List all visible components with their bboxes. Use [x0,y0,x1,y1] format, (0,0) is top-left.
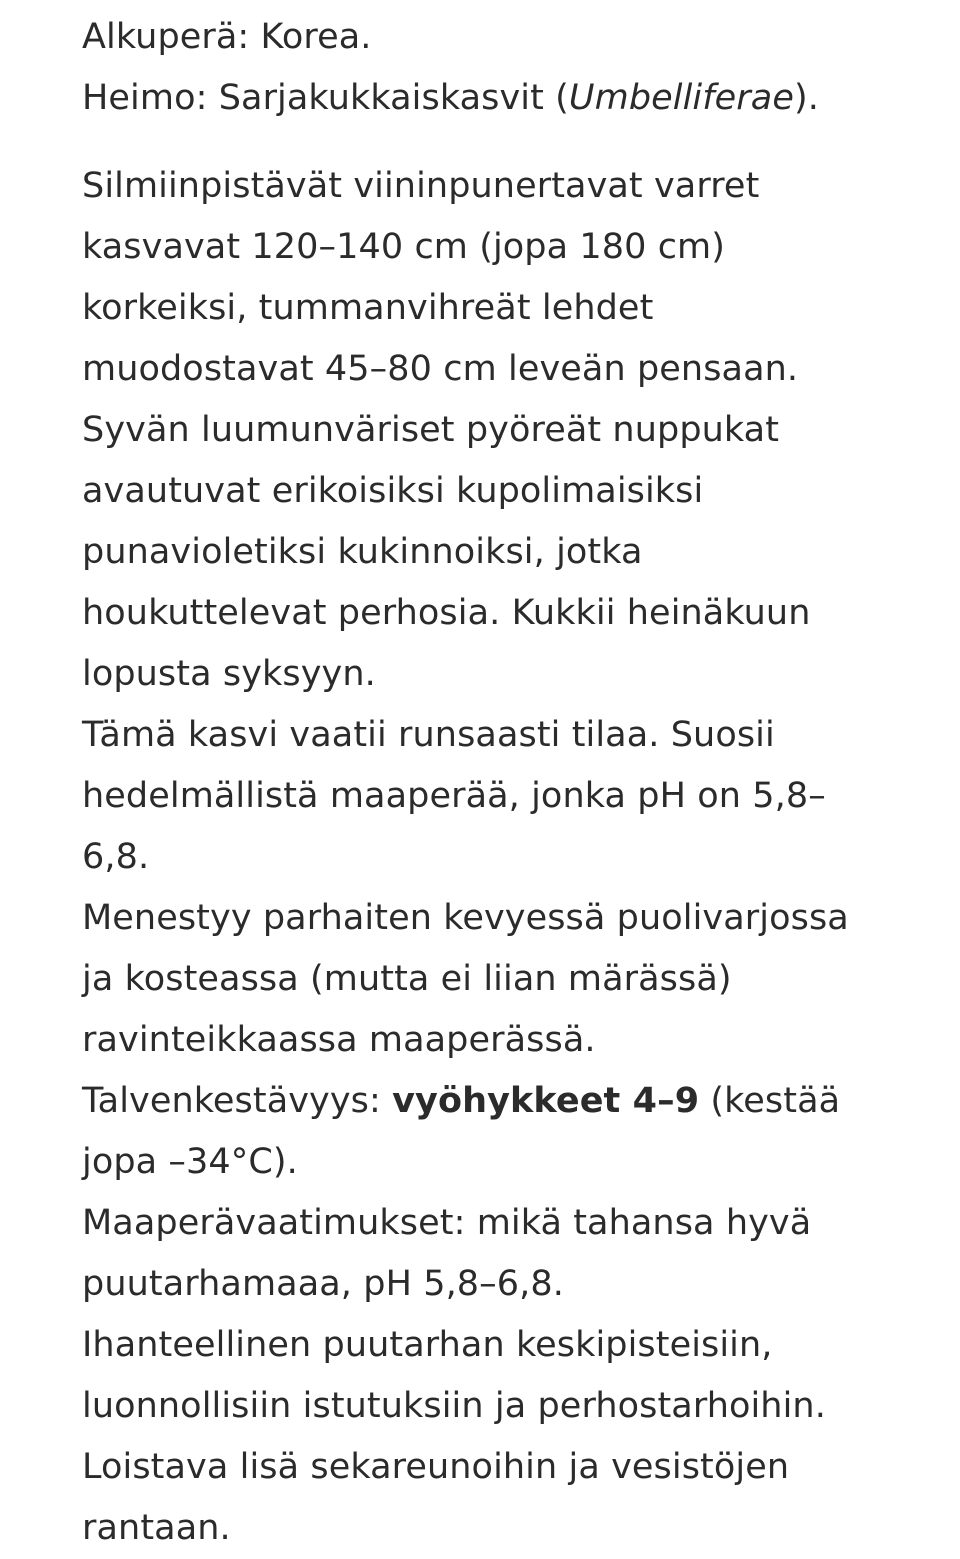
description-line: hedelmällistä maaperää, jonka pH on 5,8– [82,776,826,816]
closing-line: Loistava lisä sekareunoihin ja vesistöjen [82,1447,790,1487]
closing-line: Maaperävaatimukset: mikä tahansa hyvä [82,1203,812,1243]
closing-line: rantaan. [82,1508,231,1548]
family-suffix: ). [793,78,819,118]
description-line: 6,8. [82,837,150,877]
description-line: avautuvat erikoisiksi kupolimaisiksi [82,471,704,511]
paragraph-gap [82,129,882,156]
family-prefix: Heimo: Sarjakukkaiskasvit ( [82,78,569,118]
description-line: kasvavat 120–140 cm (jopa 180 cm) [82,227,726,267]
hardiness-line-2: jopa –34°C). [82,1142,298,1182]
description-line: Syvän luumunväriset pyöreät nuppukat [82,410,780,450]
family-line [82,68,882,129]
hardiness-zones: vyöhykkeet 4–9 [392,1081,700,1121]
description-line: ravinteikkaassa maaperässä. [82,1020,596,1060]
hardiness-suffix: (kestää [699,1081,841,1121]
description-line: lopusta syksyyn. [82,654,376,694]
family-latin-name: Umbelliferae [568,78,794,118]
description-line: muodostavat 45–80 cm leveän pensaan. [82,349,799,389]
closing-line: luonnollisiin istutuksiin ja perhostarhoihin. [82,1386,826,1426]
description-line: Menestyy parhaiten kevyessä puolivarjossa [82,898,849,938]
origin-line: Alkuperä: Korea. [82,17,372,57]
closing-line: Ihanteellinen puutarhan keskipisteisiin, [82,1325,773,1365]
product-description [82,7,882,1559]
hardiness-prefix: Talvenkestävyys: [82,1081,393,1121]
hardiness-line [82,1071,882,1132]
closing-line: puutarhamaaa, pH 5,8–6,8. [82,1264,564,1304]
description-line: Tämä kasvi vaatii runsaasti tilaa. Suosii [82,715,775,755]
description-line: punavioletiksi kukinnoiksi, jotka [82,532,643,572]
description-line: korkeiksi, tummanvihreät lehdet [82,288,654,328]
description-line: Silmiinpistävät viininpunertavat varret [82,166,760,206]
description-line: houkuttelevat perhosia. Kukkii heinäkuun [82,593,811,633]
description-line: ja kosteassa (mutta ei liian märässä) [82,959,732,999]
